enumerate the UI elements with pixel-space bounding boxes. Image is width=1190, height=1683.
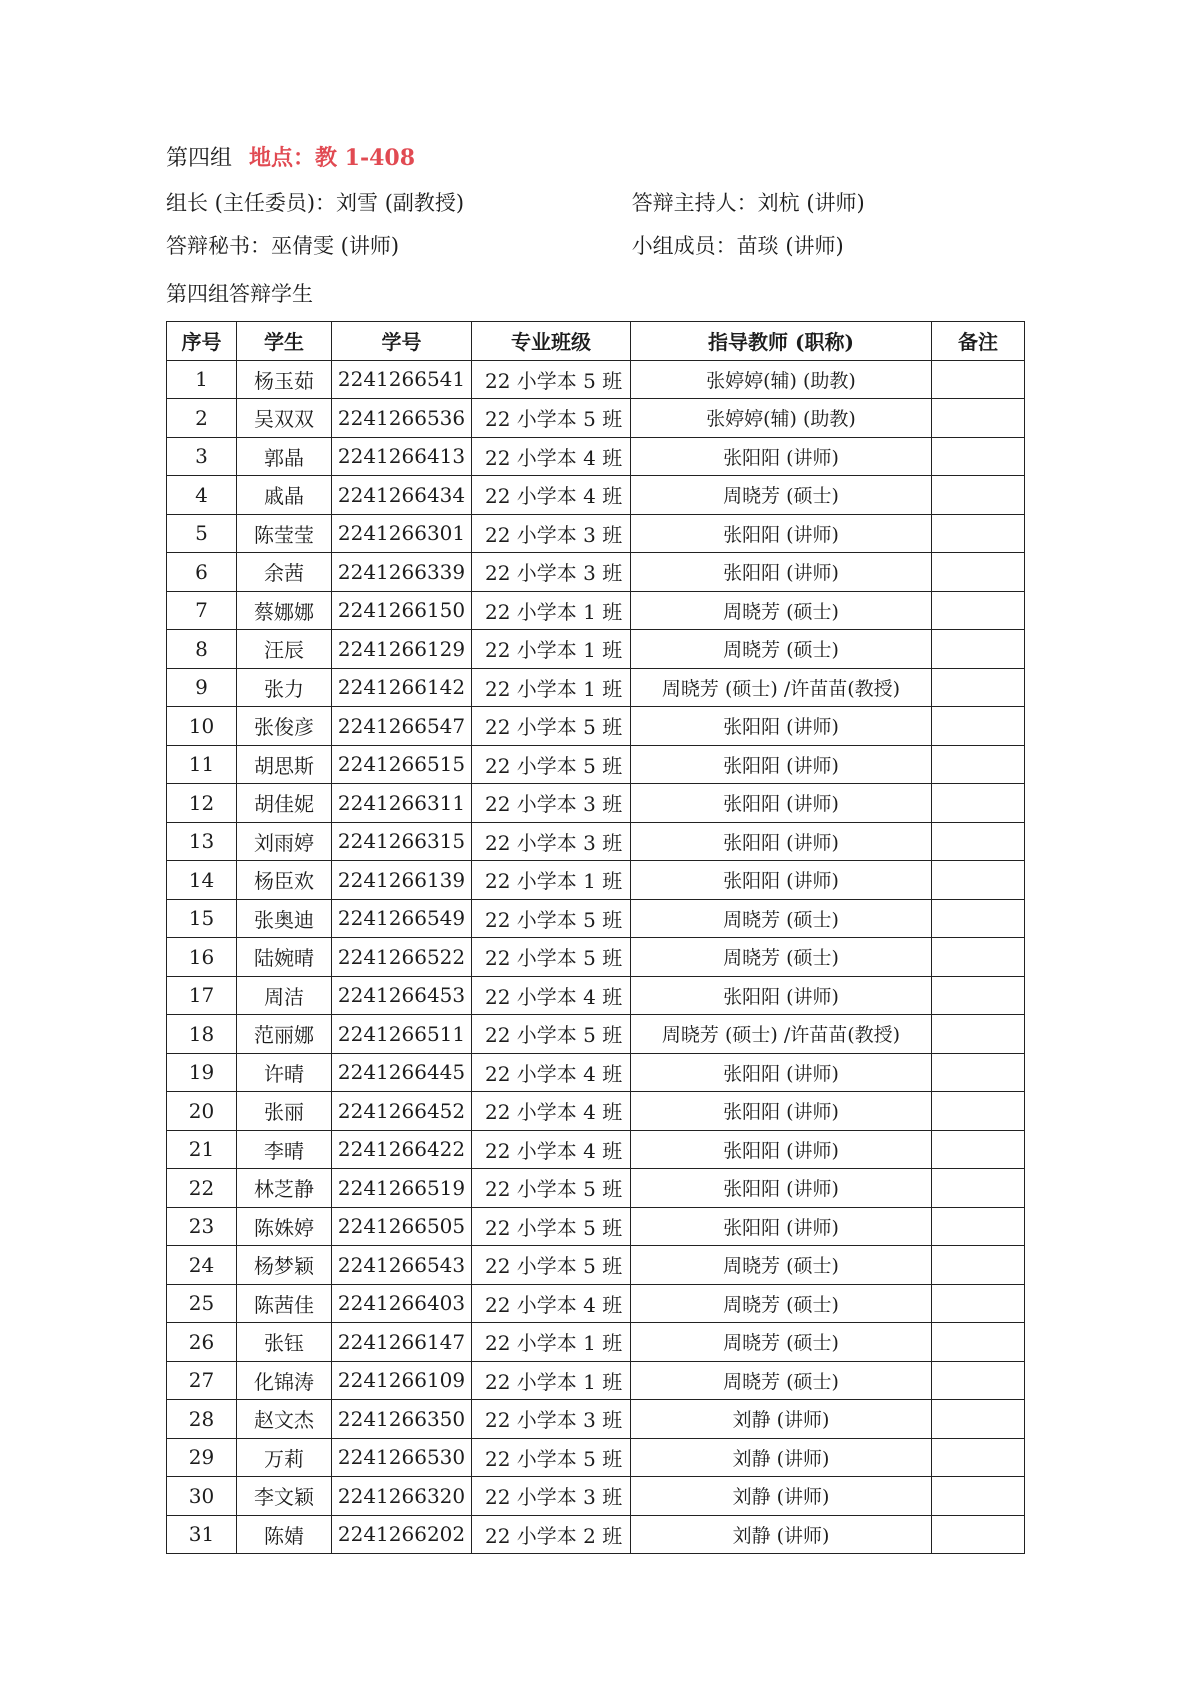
cell-index: 16 [167,938,237,977]
cell-student-id: 2241266301 [332,514,472,553]
cell-student: 杨梦颖 [237,1246,332,1285]
cell-class: 22 小学本 5 班 [472,360,631,399]
cell-student-id: 2241266202 [332,1515,472,1554]
cell-advisor: 刘静 (讲师) [631,1400,932,1439]
col-header-class: 专业班级 [472,322,631,361]
cell-advisor: 张阳阳 (讲师) [631,553,932,592]
table-row [167,1400,1025,1439]
cell-class: 22 小学本 4 班 [472,476,631,515]
table-row [167,668,1025,707]
cell-student: 化锦涛 [237,1361,332,1400]
cell-index: 12 [167,784,237,823]
cell-advisor: 周晓芳 (硕士) [631,938,932,977]
cell-class: 22 小学本 1 班 [472,1323,631,1362]
cell-student: 余茜 [237,553,332,592]
cell-class: 22 小学本 5 班 [472,899,631,938]
cell-remark [932,1515,1025,1554]
cell-student-id: 2241266315 [332,822,472,861]
table-row [167,861,1025,900]
cell-student: 杨臣欢 [237,861,332,900]
cell-advisor: 周晓芳 (硕士) [631,899,932,938]
cell-remark [932,1053,1025,1092]
cell-class: 22 小学本 2 班 [472,1515,631,1554]
cell-student: 郭晶 [237,437,332,476]
cell-student-id: 2241266142 [332,668,472,707]
cell-class: 22 小学本 3 班 [472,553,631,592]
cell-student: 胡思斯 [237,745,332,784]
table-row [167,1361,1025,1400]
cell-remark [932,1015,1025,1054]
cell-advisor: 张阳阳 (讲师) [631,1130,932,1169]
cell-index: 4 [167,476,237,515]
cell-remark [932,1438,1025,1477]
cell-index: 19 [167,1053,237,1092]
cell-class: 22 小学本 3 班 [472,1400,631,1439]
cell-student: 张奥迪 [237,899,332,938]
cell-class: 22 小学本 5 班 [472,745,631,784]
cell-student: 戚晶 [237,476,332,515]
group-member-label: 小组成员：苗琰 (讲师) [631,234,844,258]
cell-class: 22 小学本 1 班 [472,591,631,630]
defense-secretary-label: 答辩秘书：巫倩雯 (讲师) [166,234,400,258]
cell-class: 22 小学本 5 班 [472,938,631,977]
cell-remark [932,707,1025,746]
cell-student-id: 2241266150 [332,591,472,630]
cell-student: 蔡娜娜 [237,591,332,630]
cell-student: 汪辰 [237,630,332,669]
cell-remark [932,476,1025,515]
cell-index: 15 [167,899,237,938]
cell-student: 林芝静 [237,1169,332,1208]
cell-class: 22 小学本 1 班 [472,630,631,669]
cell-remark [932,1284,1025,1323]
cell-advisor: 张阳阳 (讲师) [631,1053,932,1092]
table-row [167,514,1025,553]
cell-student: 万莉 [237,1438,332,1477]
cell-student: 陈姝婷 [237,1207,332,1246]
cell-remark [932,1323,1025,1362]
table-row [167,591,1025,630]
cell-student-id: 2241266147 [332,1323,472,1362]
cell-remark [932,360,1025,399]
cell-class: 22 小学本 1 班 [472,668,631,707]
cell-advisor: 周晓芳 (硕士) [631,476,932,515]
cell-index: 21 [167,1130,237,1169]
table-row [167,1130,1025,1169]
cell-student-id: 2241266530 [332,1438,472,1477]
cell-class: 22 小学本 3 班 [472,822,631,861]
cell-index: 28 [167,1400,237,1439]
cell-advisor: 张阳阳 (讲师) [631,976,932,1015]
cell-class: 22 小学本 5 班 [472,1207,631,1246]
cell-index: 6 [167,553,237,592]
table-body [167,360,1025,1554]
cell-student: 陈婧 [237,1515,332,1554]
cell-index: 27 [167,1361,237,1400]
cell-index: 3 [167,437,237,476]
cell-class: 22 小学本 4 班 [472,1130,631,1169]
cell-remark [932,1130,1025,1169]
table-row [167,976,1025,1015]
col-header-student: 学生 [237,322,332,361]
cell-student-id: 2241266522 [332,938,472,977]
cell-advisor: 周晓芳 (硕士) /许苗苗(教授) [631,1015,932,1054]
cell-remark [932,437,1025,476]
table-row [167,437,1025,476]
table-row [167,476,1025,515]
cell-advisor: 周晓芳 (硕士) [631,1284,932,1323]
cell-student: 吴双双 [237,399,332,438]
cell-remark [932,1246,1025,1285]
cell-student-id: 2241266413 [332,437,472,476]
cell-advisor: 刘静 (讲师) [631,1438,932,1477]
students-table [166,321,1025,1554]
cell-student-id: 2241266453 [332,976,472,1015]
cell-class: 22 小学本 5 班 [472,1015,631,1054]
cell-class: 22 小学本 4 班 [472,437,631,476]
cell-remark [932,1092,1025,1131]
cell-advisor: 张阳阳 (讲师) [631,822,932,861]
col-header-remark: 备注 [932,322,1025,361]
cell-student: 张丽 [237,1092,332,1131]
cell-advisor: 周晓芳 (硕士) /许苗苗(教授) [631,668,932,707]
cell-advisor: 周晓芳 (硕士) [631,1246,932,1285]
group-leader-label: 组长 (主任委员)：刘雪 (副教授) [166,191,465,215]
cell-advisor: 张阳阳 (讲师) [631,1169,932,1208]
table-row [167,1477,1025,1516]
table-row [167,399,1025,438]
cell-student-id: 2241266422 [332,1130,472,1169]
cell-remark [932,745,1025,784]
cell-advisor: 张婷婷(辅) (助教) [631,399,932,438]
cell-student: 胡佳妮 [237,784,332,823]
table-row [167,553,1025,592]
table-row [167,1284,1025,1323]
cell-student-id: 2241266549 [332,899,472,938]
group-title [166,143,1024,174]
info-line-1 [166,190,1024,217]
cell-index: 17 [167,976,237,1015]
cell-remark [932,899,1025,938]
cell-class: 22 小学本 5 班 [472,707,631,746]
table-row [167,1515,1025,1554]
cell-advisor: 刘静 (讲师) [631,1477,932,1516]
cell-advisor: 周晓芳 (硕士) [631,591,932,630]
cell-student-id: 2241266505 [332,1207,472,1246]
info-line-2 [166,233,1024,260]
cell-student: 张俊彦 [237,707,332,746]
table-row [167,745,1025,784]
cell-remark [932,1207,1025,1246]
cell-class: 22 小学本 4 班 [472,1092,631,1131]
cell-remark [932,1400,1025,1439]
table-row [167,822,1025,861]
group-location-label: 地点：教 1-408 [249,145,416,171]
col-header-index: 序号 [167,322,237,361]
cell-student: 李文颖 [237,1477,332,1516]
cell-class: 22 小学本 3 班 [472,514,631,553]
col-header-advisor: 指导教师 (职称) [631,322,932,361]
cell-student-id: 2241266434 [332,476,472,515]
cell-student-id: 2241266452 [332,1092,472,1131]
table-row [167,1053,1025,1092]
cell-index: 10 [167,707,237,746]
cell-student-id: 2241266350 [332,1400,472,1439]
cell-class: 22 小学本 3 班 [472,784,631,823]
cell-index: 5 [167,514,237,553]
cell-advisor: 张阳阳 (讲师) [631,861,932,900]
cell-advisor: 张阳阳 (讲师) [631,1207,932,1246]
cell-index: 26 [167,1323,237,1362]
cell-student-id: 2241266311 [332,784,472,823]
cell-student-id: 2241266445 [332,1053,472,1092]
cell-index: 9 [167,668,237,707]
cell-remark [932,553,1025,592]
cell-student: 张力 [237,668,332,707]
cell-advisor: 张阳阳 (讲师) [631,707,932,746]
table-row [167,1246,1025,1285]
cell-student-id: 2241266511 [332,1015,472,1054]
cell-index: 2 [167,399,237,438]
cell-student-id: 2241266543 [332,1246,472,1285]
cell-student: 张钰 [237,1323,332,1362]
cell-index: 23 [167,1207,237,1246]
cell-remark [932,1169,1025,1208]
cell-index: 31 [167,1515,237,1554]
table-header-row [167,322,1025,361]
cell-class: 22 小学本 4 班 [472,1284,631,1323]
cell-class: 22 小学本 5 班 [472,399,631,438]
cell-advisor: 张阳阳 (讲师) [631,745,932,784]
cell-student-id: 2241266547 [332,707,472,746]
cell-remark [932,784,1025,823]
cell-advisor: 周晓芳 (硕士) [631,1361,932,1400]
cell-student-id: 2241266515 [332,745,472,784]
table-row [167,938,1025,977]
table-row [167,1169,1025,1208]
cell-student-id: 2241266536 [332,399,472,438]
cell-student: 赵文杰 [237,1400,332,1439]
cell-index: 25 [167,1284,237,1323]
cell-advisor: 刘静 (讲师) [631,1515,932,1554]
cell-index: 7 [167,591,237,630]
cell-student-id: 2241266109 [332,1361,472,1400]
cell-advisor: 张阳阳 (讲师) [631,784,932,823]
cell-student-id: 2241266139 [332,861,472,900]
group-title-label: 第四组 [166,146,233,171]
cell-remark [932,822,1025,861]
cell-remark [932,1361,1025,1400]
cell-index: 14 [167,861,237,900]
cell-student-id: 2241266320 [332,1477,472,1516]
table-row [167,1092,1025,1131]
table-row [167,784,1025,823]
table-row [167,1015,1025,1054]
cell-advisor: 周晓芳 (硕士) [631,630,932,669]
cell-class: 22 小学本 1 班 [472,861,631,900]
cell-student: 周洁 [237,976,332,1015]
col-header-student-id: 学号 [332,322,472,361]
defense-host-label: 答辩主持人：刘杭 (讲师) [631,191,865,215]
table-row [167,1207,1025,1246]
cell-remark [932,938,1025,977]
cell-remark [932,976,1025,1015]
cell-index: 8 [167,630,237,669]
table-row [167,1438,1025,1477]
cell-student: 陈茜佳 [237,1284,332,1323]
cell-advisor: 张婷婷(辅) (助教) [631,360,932,399]
cell-index: 1 [167,360,237,399]
cell-remark [932,514,1025,553]
cell-student-id: 2241266541 [332,360,472,399]
cell-student-id: 2241266519 [332,1169,472,1208]
cell-remark [932,668,1025,707]
cell-class: 22 小学本 4 班 [472,976,631,1015]
table-row [167,360,1025,399]
table-row [167,899,1025,938]
cell-remark [932,630,1025,669]
cell-index: 22 [167,1169,237,1208]
cell-index: 18 [167,1015,237,1054]
cell-advisor: 张阳阳 (讲师) [631,514,932,553]
cell-class: 22 小学本 5 班 [472,1169,631,1208]
cell-remark [932,861,1025,900]
cell-class: 22 小学本 3 班 [472,1477,631,1516]
cell-advisor: 张阳阳 (讲师) [631,437,932,476]
cell-class: 22 小学本 1 班 [472,1361,631,1400]
table-row [167,1323,1025,1362]
cell-index: 13 [167,822,237,861]
cell-student: 刘雨婷 [237,822,332,861]
cell-index: 30 [167,1477,237,1516]
cell-class: 22 小学本 5 班 [472,1438,631,1477]
cell-index: 11 [167,745,237,784]
cell-student: 李晴 [237,1130,332,1169]
cell-student-id: 2241266339 [332,553,472,592]
cell-index: 29 [167,1438,237,1477]
cell-student: 杨玉茹 [237,360,332,399]
cell-advisor: 周晓芳 (硕士) [631,1323,932,1362]
cell-student: 许晴 [237,1053,332,1092]
cell-student: 陆婉晴 [237,938,332,977]
cell-class: 22 小学本 5 班 [472,1246,631,1285]
table-caption: 第四组答辩学生 [166,282,313,306]
cell-remark [932,591,1025,630]
cell-class: 22 小学本 4 班 [472,1053,631,1092]
table-row [167,630,1025,669]
cell-student-id: 2241266403 [332,1284,472,1323]
cell-student: 范丽娜 [237,1015,332,1054]
cell-advisor: 张阳阳 (讲师) [631,1092,932,1131]
table-row [167,707,1025,746]
cell-index: 24 [167,1246,237,1285]
cell-student: 陈莹莹 [237,514,332,553]
cell-index: 20 [167,1092,237,1131]
cell-student-id: 2241266129 [332,630,472,669]
cell-remark [932,399,1025,438]
cell-remark [932,1477,1025,1516]
